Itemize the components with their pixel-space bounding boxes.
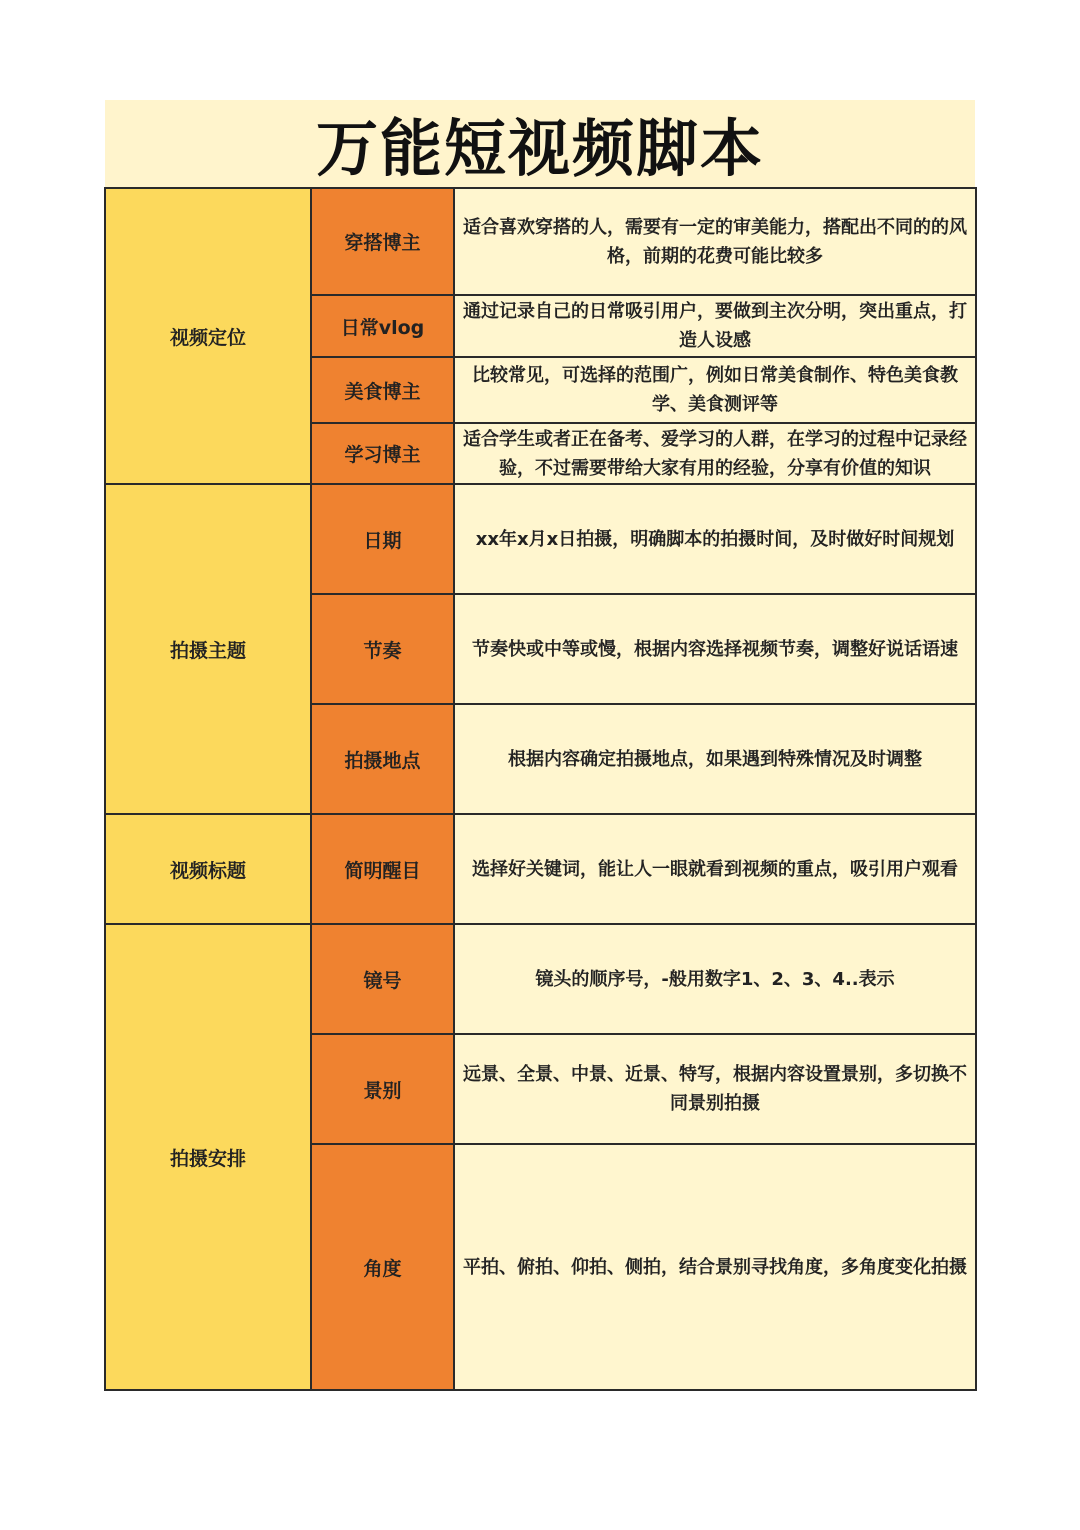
- description-cell: [454, 704, 976, 814]
- description-text: 通过记录自己的日常吸引用户，要做到主次分明，突出重点，打造人设感: [463, 301, 967, 351]
- item-cell: 景别: [311, 1034, 454, 1144]
- description-text: 适合学生或者正在备考、爱学习的人群，在学习的过程中记录经验，不过需要带给大家有用的经验，分享有价值的知识: [463, 428, 967, 479]
- item-cell: 美食博主: [311, 357, 454, 423]
- description-text: 镜头的顺序号，-般用数字1、2、3、4..表示: [535, 968, 895, 990]
- description-cell: [454, 1034, 976, 1144]
- page-title: 万能短视频脚本: [315, 112, 764, 185]
- category-cell: 视频定位: [105, 188, 311, 484]
- description-text: 平拍、俯拍、仰拍、侧拍，结合景别寻找角度，多角度变化拍摄: [463, 1256, 967, 1278]
- item-cell: 镜号: [311, 924, 454, 1034]
- category-cell: 视频标题: [105, 814, 311, 924]
- description-cell: [454, 814, 976, 924]
- description-cell: [454, 295, 976, 357]
- description-text: 远景、全景、中景、近景、特写，根据内容设置景别，多切换不同景别拍摄: [463, 1064, 967, 1114]
- description-text: 根据内容确定拍摄地点，如果遇到特殊情况及时调整: [508, 748, 922, 770]
- description-text: 比较常见，可选择的范围广，例如日常美食制作、特色美食教学、美食测评等: [472, 365, 958, 415]
- description-cell: [454, 924, 976, 1034]
- description-cell: [454, 423, 976, 484]
- item-cell: 学习博主: [311, 423, 454, 484]
- description-text: 适合喜欢穿搭的人，需要有一定的审美能力，搭配出不同的的风格，前期的花费可能比较多: [463, 216, 967, 267]
- table-row: [105, 188, 976, 295]
- item-cell: 角度: [311, 1144, 454, 1390]
- description-cell: [454, 188, 976, 295]
- description-cell: [454, 357, 976, 423]
- script-table: [104, 187, 977, 1391]
- category-cell: 拍摄安排: [105, 924, 311, 1390]
- item-cell: 拍摄地点: [311, 704, 454, 814]
- description-text: xx年x月x日拍摄，明确脚本的拍摄时间，及时做好时间规划: [475, 528, 955, 550]
- item-cell: 节奏: [311, 594, 454, 704]
- item-cell: 日常vlog: [311, 295, 454, 357]
- table-row: [105, 924, 976, 1034]
- description-cell: [454, 484, 976, 594]
- description-cell: [454, 1144, 976, 1390]
- table-row: [105, 814, 976, 924]
- title-band: [105, 100, 975, 187]
- item-cell: 穿搭博主: [311, 188, 454, 295]
- category-cell: 拍摄主题: [105, 484, 311, 814]
- item-cell: 日期: [311, 484, 454, 594]
- description-cell: [454, 594, 976, 704]
- item-cell: 简明醒目: [311, 814, 454, 924]
- description-text: 节奏快或中等或慢，根据内容选择视频节奏，调整好说话语速: [472, 638, 958, 660]
- description-text: 选择好关键词，能让人一眼就看到视频的重点，吸引用户观看: [472, 858, 958, 880]
- table-row: [105, 484, 976, 594]
